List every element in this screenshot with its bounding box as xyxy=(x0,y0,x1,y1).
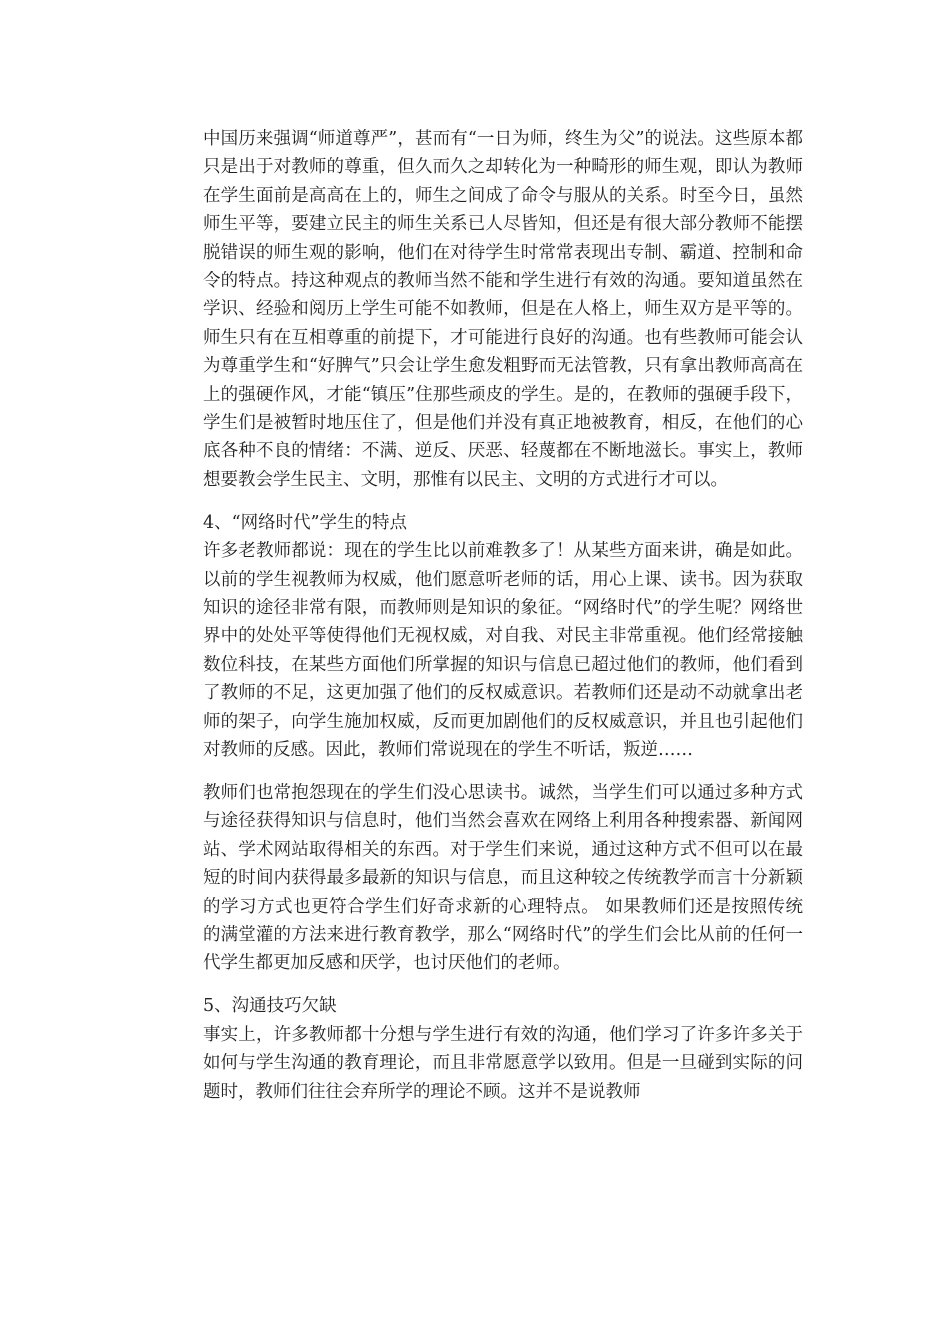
paragraph-teacher-student-relationship: 中国历来强调“师道尊严”，甚而有“一日为师，终生为父”的说法。这些原本都只是出于对教师的尊重，但久而久之却转化为一种畸形的师生观，即认为教师在学生面前是高高在上的，师生之间成了命令与服从的关系。时至今日，虽然师生平等，要建立民主的师生关系已人尽皆知，但还是有很大部分教师不能摆脱错误的师生观的影响，他们在对待学生时常常表现出专制、霸道、控制和命令的特点。持这种观点的教师当然不能和学生进行有效的沟通。要知道虽然在学识、经验和阅历上学生可能不如教师，但是在人格上，师生双方是平等的。师生只有在互相尊重的前提下，才可能进行良好的沟通。也有些教师可能会认为尊重学生和“好脾气”只会让学生愈发粗野而无法管教，只有拿出教师高高在上的强硬作风，才能“镇压”住那些顽皮的学生。是的，在教师的强硬手段下，学生们是被暂时地压住了，但是他们并没有真正地被教育，相反，在他们的心底各种不良的情绪：不满、逆反、厌恶、轻蔑都在不断地滋长。事实上，教师想要教会学生民主、文明，那惟有以民主、文明的方式进行才可以。 xyxy=(203,129,803,490)
document-body xyxy=(203,125,803,1106)
section-heading-5: 5、沟通技巧欠缺 xyxy=(203,996,337,1017)
section-heading-4: 4、“网络时代”学生的特点 xyxy=(203,512,408,533)
paragraph-communication-skills: 事实上，许多教师都十分想与学生进行有效的沟通，他们学习了许多许多关于如何与学生沟通的教育理论，而且非常愿意学以致用。但是一旦碰到实际的问题时，教师们往往会弃所学的理论不顾。这并不是说教师 xyxy=(203,1024,803,1102)
paragraph-students-reading: 教师们也常抱怨现在的学生们没心思读书。诚然，当学生们可以通过多种方式与途径获得知识与信息时，他们当然会喜欢在网络上利用各种搜索器、新闻网站、学术网站取得相关的东西。对于学生们来说，通过这种方式不但可以在最短的时间内获得最多最新的知识与信息，而且这种较之传统教学而言十分新颖的学习方式也更符合学生们好奇求新的心理特点。 如果教师们还是按照传统的满堂灌的方法来进行教育教学，那么“网络时代”的学生们会比从前的任何一代学生都更加反感和厌学，也讨厌他们的老师。 xyxy=(203,782,803,974)
paragraph-network-era-students: 许多老教师都说：现在的学生比以前难教多了！从某些方面来讲，确是如此。以前的学生视教师为权威，他们愿意听老师的话，用心上课、读书。因为获取知识的途径非常有限，而教师则是知识的象征。“网络时代”的学生呢？网络世界中的处处平等使得他们无视权威，对自我、对民主非常重视。他们经常接触数位科技，在某些方面他们所掌握的知识与信息已超过他们的教师，他们看到了教师的不足，这更加强了他们的反权威意识。若教师们还是动不动就拿出老师的架子，向学生施加权威，反而更加剧他们的反权威意识，并且也引起他们对教师的反感。因此，教师们常说现在的学生不听话，叛逆…… xyxy=(203,541,803,761)
